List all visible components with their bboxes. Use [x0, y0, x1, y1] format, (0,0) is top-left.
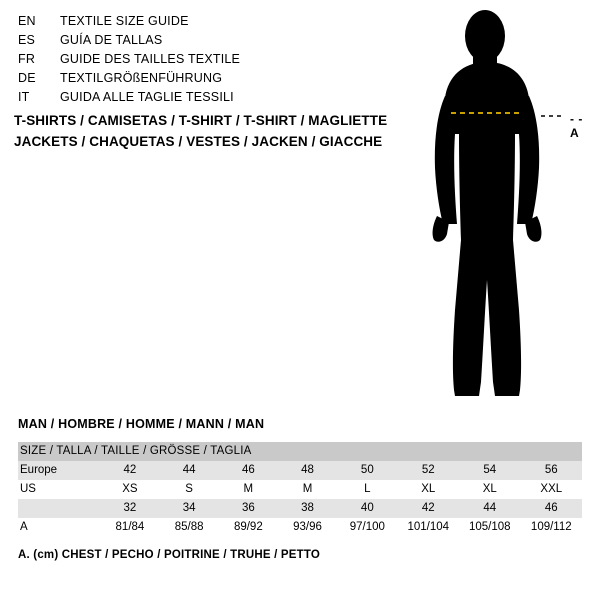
- table-cell: XXL: [521, 480, 582, 499]
- table-cell: XL: [459, 480, 521, 499]
- table-title-man: MAN / HOMBRE / HOMME / MANN / MAN: [18, 417, 265, 431]
- table-cell: 101/104: [398, 518, 460, 537]
- table-row: [18, 499, 582, 518]
- row-label: Europe: [18, 461, 100, 480]
- legend-language-text: GUIDE DES TAILLES TEXTILE: [60, 52, 241, 66]
- table-cell: 50: [337, 461, 397, 480]
- table-cell: 42: [100, 461, 159, 480]
- legend-language-text: GUÍA DE TALLAS: [60, 33, 163, 47]
- legend-row: [18, 90, 398, 109]
- legend-language-code: DE: [18, 71, 36, 85]
- male-silhouette-figure: [415, 10, 590, 405]
- category-tshirts: T-SHIRTS / CAMISETAS / T-SHIRT / T-SHIRT / MAGLIETTE: [14, 113, 388, 128]
- table-cell: 42: [398, 499, 460, 518]
- table-cell: 32: [100, 499, 159, 518]
- legend-row: [18, 14, 398, 33]
- table-cell: 109/112: [521, 518, 582, 537]
- legend-language-text: TEXTILE SIZE GUIDE: [60, 14, 189, 28]
- chest-footnote: A. (cm) CHEST / PECHO / POITRINE / TRUHE / PETTO: [18, 549, 321, 561]
- table-row: [18, 518, 582, 537]
- table-cell: 105/108: [459, 518, 521, 537]
- table-cell: 44: [160, 461, 219, 480]
- legend-language-code: ES: [18, 33, 36, 47]
- table-cell: 44: [459, 499, 521, 518]
- row-label: US: [18, 480, 100, 499]
- table-cell: XS: [100, 480, 159, 499]
- legend-language-code: IT: [18, 90, 30, 104]
- table-cell: M: [278, 480, 337, 499]
- table-header-row: [18, 442, 582, 461]
- table-cell: 36: [219, 499, 278, 518]
- table-cell: 97/100: [337, 518, 397, 537]
- legend-language-text: GUIDA ALLE TAGLIE TESSILI: [60, 90, 234, 104]
- table-cell: 54: [459, 461, 521, 480]
- language-legend: [18, 14, 398, 109]
- table-cell: 81/84: [100, 518, 159, 537]
- table-cell: XL: [398, 480, 460, 499]
- table-cell: L: [337, 480, 397, 499]
- legend-language-code: EN: [18, 14, 36, 28]
- row-label: A: [18, 518, 100, 537]
- category-jackets: JACKETS / CHAQUETAS / VESTES / JACKEN / GIACCHE: [14, 134, 383, 149]
- table-cell: M: [219, 480, 278, 499]
- category-headings: [14, 110, 434, 152]
- legend-language-code: FR: [18, 52, 36, 66]
- table-cell: 46: [219, 461, 278, 480]
- table-cell: 85/88: [160, 518, 219, 537]
- legend-language-text: TEXTILGRÖßENFÜHRUNG: [60, 71, 223, 85]
- table-cell: 89/92: [219, 518, 278, 537]
- legend-row: [18, 52, 398, 71]
- table-cell: 52: [398, 461, 460, 480]
- legend-row: [18, 33, 398, 52]
- size-table: [18, 442, 582, 537]
- table-cell: S: [160, 480, 219, 499]
- table-cell: 48: [278, 461, 337, 480]
- table-cell: 40: [337, 499, 397, 518]
- table-row: [18, 461, 582, 480]
- table-cell: 38: [278, 499, 337, 518]
- table-cell: 56: [521, 461, 582, 480]
- table-cell: 34: [160, 499, 219, 518]
- table-row: [18, 480, 582, 499]
- table-header-label: SIZE / TALLA / TAILLE / GRÖSSE / TAGLIA: [18, 442, 582, 461]
- chest-measure-label: - - A: [570, 112, 583, 140]
- legend-row: [18, 71, 398, 90]
- table-cell: 46: [521, 499, 582, 518]
- table-cell: 93/96: [278, 518, 337, 537]
- row-label: [18, 499, 100, 518]
